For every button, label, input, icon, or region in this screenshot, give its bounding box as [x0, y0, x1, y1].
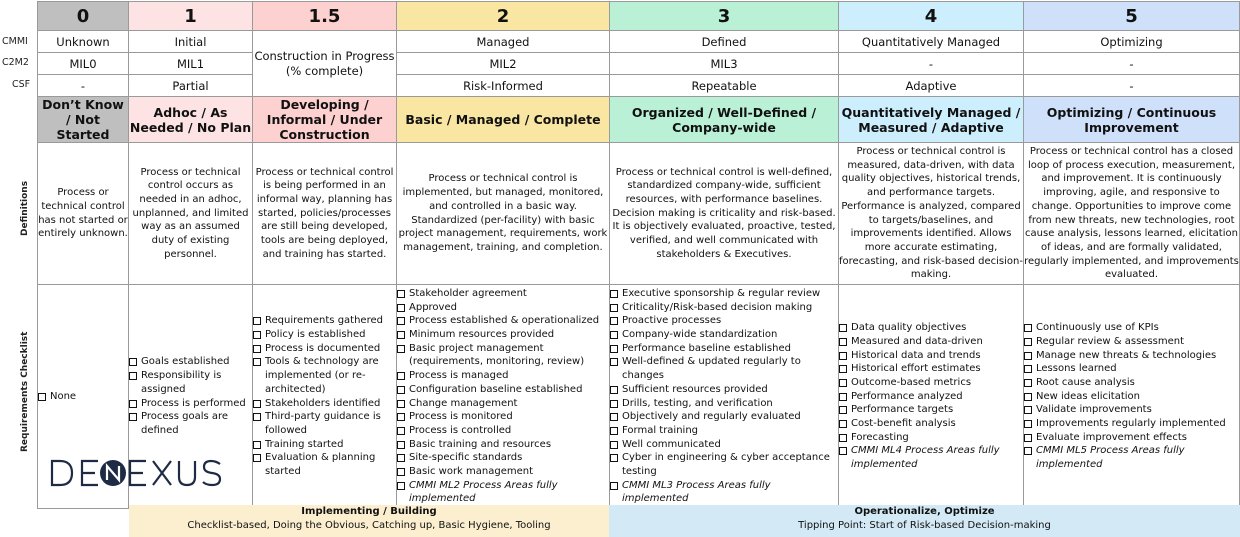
checklist-item: Manage new threats & technologies	[1024, 349, 1239, 363]
checklist-item: Requirements gathered	[253, 314, 396, 328]
checklist-cell	[253, 285, 397, 509]
checklist-item: Tools & technology are implemented (or re-architected)	[253, 355, 396, 396]
level-3: 3	[610, 2, 839, 31]
checklist	[839, 321, 1023, 472]
checklist-item: Drills, testing, and verification	[610, 397, 838, 411]
csf-row-label: CSF	[12, 79, 31, 90]
checklist-item: Historical effort estimates	[839, 362, 1023, 376]
checklist-item: Process goals are defined	[129, 410, 252, 437]
level-row	[38, 2, 1240, 31]
phase-title: Implementing / Building	[301, 506, 437, 517]
c2m2-row-label: C2M2	[2, 57, 29, 68]
c2m2-row	[38, 53, 1240, 75]
checklist-item: Process is performed	[129, 397, 252, 411]
checklist-item: Minimum resources provided	[397, 328, 609, 342]
cmmi-cell: Optimizing	[1024, 31, 1240, 53]
construction-cell: Construction in Progress (% complete)	[253, 31, 397, 97]
level-heading: Basic / Managed / Complete	[397, 97, 610, 143]
definition-cell: Process or technical control is well-defined, standardized company-wide, sufficient resources, with performance baselines. Decision making is criticality and risk-based. It is objectively evaluated, proactive, tested, verified, and well communicated with stakeholders & Executives.	[610, 143, 839, 285]
phase-title: Operationalize, Optimize	[854, 506, 995, 517]
definition-cell: Process or technical control is implemented, but managed, monitored, and controlled in a basic way. Standardized (per-facility) with basic project management, requirements, work management, training, and completion.	[397, 143, 610, 285]
checklist-item: None	[38, 390, 128, 404]
phase-operationalize	[609, 505, 1240, 537]
checklist-item: Objectively and regularly evaluated	[610, 410, 838, 424]
c2m2-cell: MIL1	[129, 53, 253, 75]
checklist-cell	[397, 285, 610, 509]
denexus-logo	[50, 458, 240, 488]
definition-cell: Process or technical control occurs as needed in an adhoc, unplanned, and limited way as an assumed duty of existing personnel.	[129, 143, 253, 285]
maturity-table	[37, 1, 1240, 509]
checklist-item: Well communicated	[610, 438, 838, 452]
checklist-item: Validate improvements	[1024, 403, 1239, 417]
level-heading: Don’t Know / Not Started	[38, 97, 129, 143]
level-1: 1	[129, 2, 253, 31]
level-heading: Adhoc / As Needed / No Plan	[129, 97, 253, 143]
checklist-item: CMMI ML5 Process Areas fully implemented	[1024, 444, 1239, 471]
c2m2-cell: -	[839, 53, 1024, 75]
checklist-item: Lessons learned	[1024, 362, 1239, 376]
csf-cell: Risk-Informed	[397, 75, 610, 97]
csf-row	[38, 75, 1240, 97]
level-heading: Optimizing / Continuous Improvement	[1024, 97, 1240, 143]
heading-row	[38, 97, 1240, 143]
phase-subtitle: Tipping Point: Start of Risk-based Decision-making	[798, 520, 1051, 531]
checklist-cell	[1024, 285, 1240, 509]
checklist-item: Performance analyzed	[839, 390, 1023, 404]
checklist-item: Process is monitored	[397, 410, 609, 424]
checklist	[38, 390, 128, 404]
checklist-item: Continuously use of KPIs	[1024, 321, 1239, 335]
checklist	[129, 355, 252, 437]
checklist	[610, 287, 838, 506]
checklist-item: Data quality objectives	[839, 321, 1023, 335]
csf-cell: Partial	[129, 75, 253, 97]
definitions-row	[38, 143, 1240, 285]
cmmi-cell: Managed	[397, 31, 610, 53]
checklist-item: Evaluate improvement effects	[1024, 431, 1239, 445]
checklist-item: CMMI ML3 Process Areas fully implemented	[610, 479, 838, 506]
csf-cell: -	[1024, 75, 1240, 97]
c2m2-cell: MIL3	[610, 53, 839, 75]
definition-cell: Process or technical control has a closed loop of process execution, measurement, and improvement. It is continuously improving, agile, and responsive to change. Opportunities to improve come from new threats, new technologies, root cause analysis, lessons learned, elicitation of ideas, and are formally validated, regularly implemented, and improvements evaluated.	[1024, 143, 1240, 285]
checklist-item: Site-specific standards	[397, 451, 609, 465]
cmmi-cell: Quantitatively Managed	[839, 31, 1024, 53]
checklist-item: Process established & operationalized	[397, 314, 609, 328]
level-0: 0	[38, 2, 129, 31]
checklist-item: Improvements regularly implemented	[1024, 417, 1239, 431]
checklist-item: Policy is established	[253, 328, 396, 342]
checklist-item: Process is documented	[253, 342, 396, 356]
checklist-item: Responsibility is assigned	[129, 369, 252, 396]
checklist-item: Historical data and trends	[839, 349, 1023, 363]
checklist-item: Process is controlled	[397, 424, 609, 438]
definition-cell: Process or technical control is being performed in an informal way, planning has started, policies/processes are still being developed, tools are being deployed, and training has started.	[253, 143, 397, 285]
checklist-item: Performance baseline established	[610, 342, 838, 356]
checklist-item: Training started	[253, 438, 396, 452]
csf-cell: Adaptive	[839, 75, 1024, 97]
csf-cell: -	[38, 75, 129, 97]
checklist-item: Well-defined & updated regularly to changes	[610, 355, 838, 382]
checklist-item: Change management	[397, 397, 609, 411]
checklist	[1024, 321, 1239, 472]
denexus-logo-mark	[50, 458, 240, 488]
checklist-item: Outcome-based metrics	[839, 376, 1023, 390]
checklist-item: Root cause analysis	[1024, 376, 1239, 390]
checklist-item: Configuration baseline established	[397, 383, 609, 397]
level-heading: Developing / Informal / Under Construction	[253, 97, 397, 143]
checklist	[397, 287, 609, 506]
checklist-item: CMMI ML2 Process Areas fully implemented	[397, 479, 609, 506]
checklist-item: Sufficient resources provided	[610, 383, 838, 397]
definitions-row-label: Definitions	[20, 180, 30, 236]
c2m2-cell: MIL0	[38, 53, 129, 75]
checklist-item: Forecasting	[839, 431, 1023, 445]
checklist-item: CMMI ML4 Process Areas fully implemented	[839, 444, 1023, 471]
checklist-item: Approved	[397, 301, 609, 315]
checklist-cell	[839, 285, 1024, 509]
checklist-item: New ideas elicitation	[1024, 390, 1239, 404]
cmmi-cell: Initial	[129, 31, 253, 53]
level-5: 5	[1024, 2, 1240, 31]
requirements-row-label: Requirements Checklist	[20, 331, 30, 452]
phase-subtitle: Checklist-based, Doing the Obvious, Catching up, Basic Hygiene, Tooling	[187, 520, 551, 531]
checklist-item: Stakeholders identified	[253, 397, 396, 411]
checklist-item: Formal training	[610, 424, 838, 438]
checklist-item: Cost-benefit analysis	[839, 417, 1023, 431]
checklist-item: Basic project management (requirements, monitoring, review)	[397, 342, 609, 369]
checklist-item: Performance targets	[839, 403, 1023, 417]
checklist-item: Goals established	[129, 355, 252, 369]
cmmi-cell: Defined	[610, 31, 839, 53]
level-2: 2	[397, 2, 610, 31]
phase-implementing	[129, 505, 609, 537]
checklist-item: Criticality/Risk-based decision making	[610, 301, 838, 315]
checklist-item: Basic training and resources	[397, 438, 609, 452]
definition-cell: Process or technical control is measured, data-driven, with data quality objectives, historical trends, and performance targets. Performance is analyzed, compared to targets/baselines, and improvements identified. Allows more accurate estimating, forecasting, and risk-based decision-making.	[839, 143, 1024, 285]
c2m2-cell: MIL2	[397, 53, 610, 75]
checklist-item: Measured and data-driven	[839, 335, 1023, 349]
level-1-5: 1.5	[253, 2, 397, 31]
level-heading: Organized / Well-Defined / Company-wide	[610, 97, 839, 143]
definition-cell: Process or technical control has not started or entirely unknown.	[38, 143, 129, 285]
checklist-item: Proactive processes	[610, 314, 838, 328]
cmmi-row-label: CMMI	[2, 36, 28, 47]
cmmi-cell: Unknown	[38, 31, 129, 53]
checklist-item: Company-wide standardization	[610, 328, 838, 342]
level-4: 4	[839, 2, 1024, 31]
csf-cell: Repeatable	[610, 75, 839, 97]
cmmi-row	[38, 31, 1240, 53]
checklist-item: Basic work management	[397, 465, 609, 479]
c2m2-cell: -	[1024, 53, 1240, 75]
checklist-item: Evaluation & planning started	[253, 451, 396, 478]
level-heading: Quantitatively Managed / Measured / Adaptive	[839, 97, 1024, 143]
checklist-item: Stakeholder agreement	[397, 287, 609, 301]
checklist	[253, 314, 396, 478]
checklist-item: Third-party guidance is followed	[253, 410, 396, 437]
checklist-item: Process is managed	[397, 369, 609, 383]
checklist-item: Regular review & assessment	[1024, 335, 1239, 349]
checklist-item: Cyber in engineering & cyber acceptance testing	[610, 451, 838, 478]
checklist-cell	[610, 285, 839, 509]
checklist-item: Executive sponsorship & regular review	[610, 287, 838, 301]
